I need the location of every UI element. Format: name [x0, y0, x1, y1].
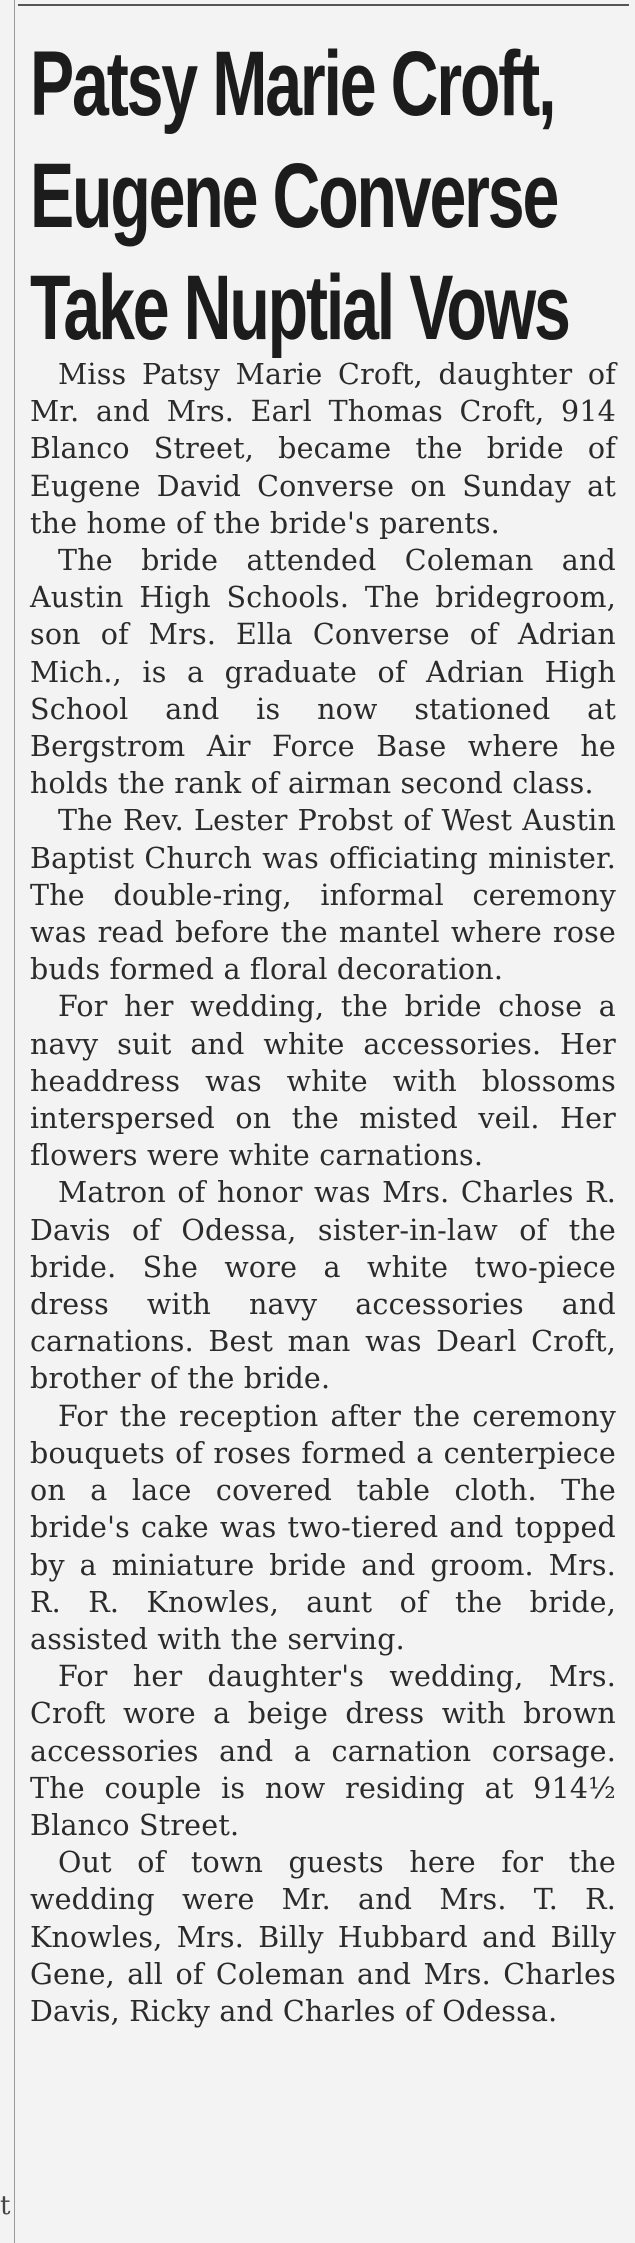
- article-body: [30, 356, 616, 2030]
- paragraph-1: Miss Patsy Marie Croft, daughter of Mr. and Mrs. Earl Thomas Croft, 914 Blanco Street, became the bride of Eugene David Converse on Sunday at the home of the bride's parents.: [30, 358, 616, 540]
- paragraph-8: Out of town guests here for the wedding were Mr. and Mrs. T. R. Knowles, Mrs. Billy Hubbard and Billy Gene, all of Coleman and Mrs. Charles Davis, Ricky and Charles of Odessa.: [30, 1846, 616, 2028]
- top-rule: [18, 4, 629, 6]
- paragraph-3: The Rev. Lester Probst of West Austin Baptist Church was officiating minister. The double-ring, informal ceremony was read before the mantel where rose buds formed a floral decoration.: [30, 804, 616, 987]
- paragraph-6: For the reception after the ceremony bouquets of roses formed a centerpiece on a lace covered table cloth. The bride's cake was two-tiered and topped by a miniature bride and groom. Mrs. R. R. Knowles, aunt of the bride, assisted with the serving.: [30, 1399, 616, 1656]
- paragraph-4: For her wedding, the bride chose a navy suit and white accessories. Her headdress was white with blossoms interspersed on the misted veil. Her flowers were white carnations.: [30, 990, 616, 1173]
- headline-line-3: Take Nuptial Vows: [30, 257, 569, 359]
- margin-fragment: t: [0, 2191, 11, 2221]
- column-rule: [14, 0, 15, 2243]
- paragraph-7: For her daughter's wedding, Mrs. Croft wore a beige dress with brown accessories and a carnation corsage. The couple is now residing at 914½ Blanco Street.: [30, 1660, 616, 1842]
- paragraph-2: The bride attended Coleman and Austin High Schools. The bridegroom, son of Mrs. Ella Converse of Adrian Mich., is a graduate of Adrian High School and is now stationed at Bergstrom Air Force Base where he holds the rank of airman second class.: [30, 544, 616, 801]
- paragraph-5: Matron of honor was Mrs. Charles R. Davis of Odessa, sister-in-law of the bride. She wore a white two-piece dress with navy accessories and carnations. Best man was Dearl Croft, brother of the bride.: [30, 1176, 616, 1396]
- headline-line-1: Patsy Marie Croft,: [30, 33, 555, 135]
- headline: [30, 28, 569, 364]
- headline-line-2: Eugene Converse: [30, 145, 558, 247]
